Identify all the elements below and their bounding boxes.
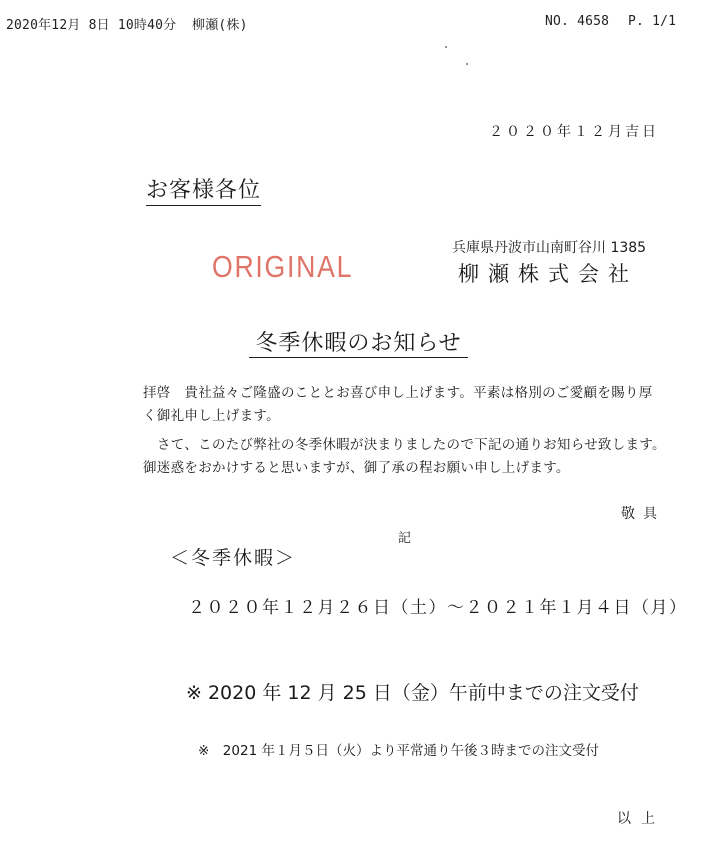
holiday-heading: ＜冬季休暇＞ xyxy=(170,547,297,569)
order-deadline: ※ 2020 年 12 月 25 日（金）午前中までの注文受付 xyxy=(186,682,639,704)
body-line: 拝啓 貴社益々ご隆盛のこととお喜び申し上げます。平素は格別のご愛顧を賜り厚 xyxy=(143,385,653,401)
sender-address: 兵庫県丹波市山南町谷川 1385 xyxy=(452,240,647,256)
resume-notice: ※ 2021 年１月５日（火）より平常通り午後３時までの注文受付 xyxy=(198,743,599,759)
fax-sender: 柳瀬(株) xyxy=(192,18,248,33)
closing-salutation: 敬具 xyxy=(621,506,665,522)
notice-title-text: 冬季休暇のお知らせ xyxy=(249,331,467,358)
body-line: さて、このたび弊社の冬季休暇が決まりましたので下記の通りお知らせ致します。 xyxy=(157,437,666,453)
fax-datetime: 2020年12月 8日 10時40分 xyxy=(6,18,177,33)
scan-speck xyxy=(445,46,447,48)
notice-title xyxy=(0,326,717,357)
ki-mark: 記 xyxy=(398,531,412,546)
sender-company: 柳瀬株式会社 xyxy=(458,262,638,286)
fax-number: NO. 4658 xyxy=(545,14,610,29)
body-line: 御迷惑をおかけすると思いますが、御了承の程お願い申し上げます。 xyxy=(143,460,570,476)
original-stamp: ORIGINAL xyxy=(212,249,354,284)
addressee: お客様各位 xyxy=(146,173,261,206)
fax-page: P. 1/1 xyxy=(628,14,677,29)
scan-speck xyxy=(466,63,468,65)
body-line: く御礼申し上げます。 xyxy=(143,408,280,424)
holiday-dates: ２０２０年１２月２６日（土）～２０２１年１月４日（月） xyxy=(188,598,688,618)
end-mark: 以上 xyxy=(617,811,665,827)
issue-date: ２０２０年１２月吉日 xyxy=(489,124,659,140)
